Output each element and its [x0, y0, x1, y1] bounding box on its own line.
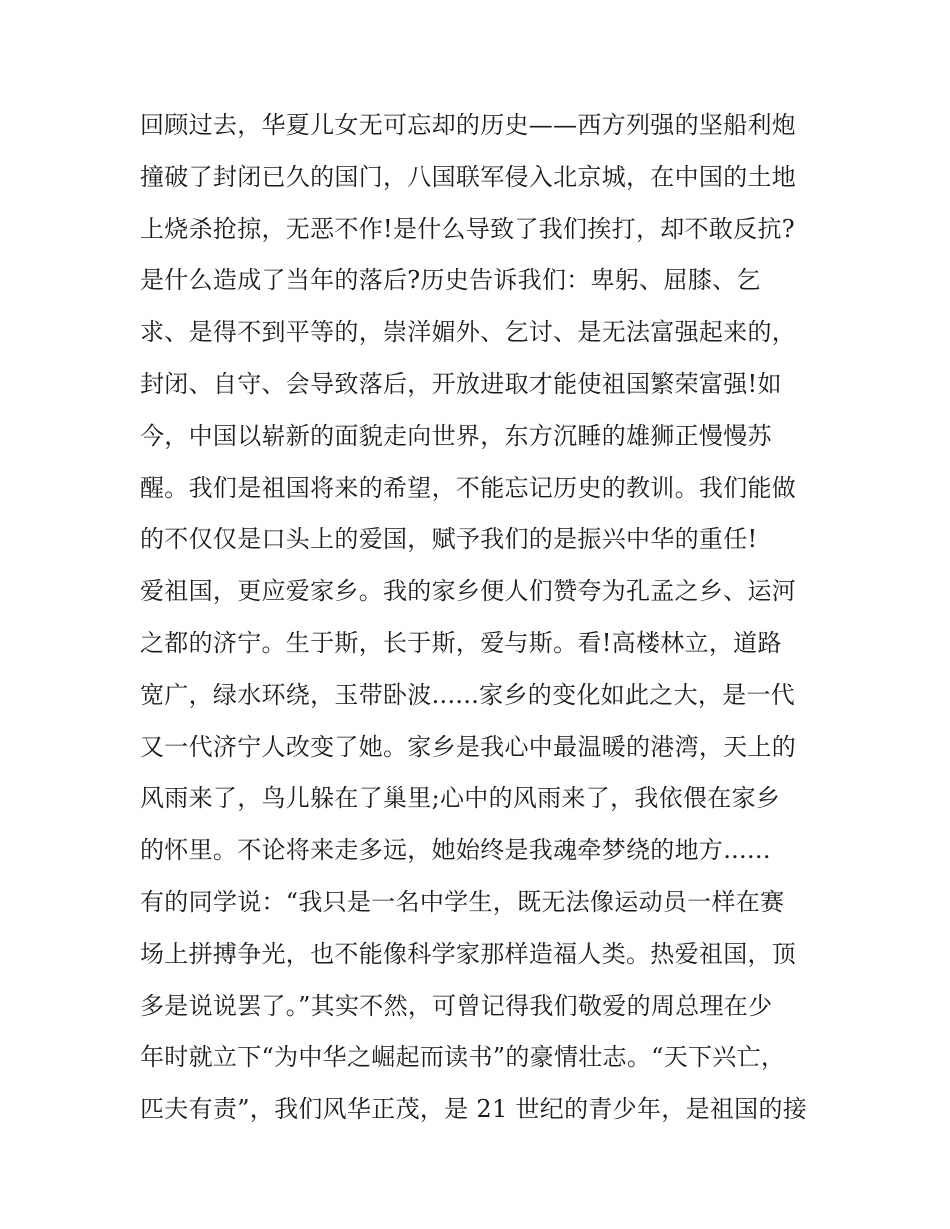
text-line: 又一代济宁人改变了她。家乡是我心中最温暖的港湾，天上的	[140, 732, 797, 761]
text-line: 封闭、自守、会导致落后，开放进取才能使祖国繁荣富强!如	[140, 369, 782, 398]
text-line: 回顾过去，华夏儿女无可忘却的历史——西方列强的坚船利炮	[140, 111, 797, 139]
text-line: 醒。我们是祖国将来的希望，不能忘记历史的教训。我们能做	[140, 473, 797, 502]
text-line: 上烧杀抢掠，无恶不作!是什么导致了我们挨打，却不敢反抗?	[140, 214, 795, 243]
text-line: 的不仅仅是口头上的爱国，赋予我们的是振兴中华的重任!	[140, 525, 758, 554]
text-line: 的怀里。不论将来走多远，她始终是我魂牵梦绕的地方......	[140, 836, 771, 865]
text-line: 今，中国以崭新的面貌走向世界，东方沉睡的雄狮正慢慢苏	[140, 421, 772, 450]
text-line: 撞破了封闭已久的国门，八国联军侵入北京城，在中国的土地	[140, 162, 797, 191]
text-line: 场上拼搏争光，也不能像科学家那样造福人类。热爱祖国，顶	[140, 939, 797, 968]
text-line: 求、是得不到平等的，崇洋媚外、乞讨、是无法富强起来的，	[140, 318, 797, 347]
text-line: 爱祖国，更应爱家乡。我的家乡便人们赞夸为孔孟之乡、运河	[140, 577, 797, 606]
text-line: 年时就立下“为中华之崛起而读书”的豪情壮志。“天下兴亡，	[140, 1043, 786, 1072]
text-line: 风雨来了，鸟儿躲在了巢里;心中的风雨来了，我依偎在家乡	[140, 784, 781, 813]
text-line: 匹夫有责”，我们风华正茂，是 21 世纪的青少年，是祖国的接	[140, 1095, 808, 1124]
text-line: 之都的济宁。生于斯，长于斯，爱与斯。看!高楼林立，道路	[140, 628, 782, 657]
essay-body	[140, 100, 830, 1136]
text-line: 宽广，绿水环绕，玉带卧波......家乡的变化如此之大，是一代	[140, 680, 796, 709]
text-line: 有的同学说：“我只是一名中学生，既无法像运动员一样在赛	[140, 887, 785, 916]
text-line: 是什么造成了当年的落后?历史告诉我们：卑躬、屈膝、乞	[140, 266, 761, 295]
text-line: 多是说说罢了。”其实不然，可曾记得我们敬爱的周总理在少	[140, 991, 773, 1020]
